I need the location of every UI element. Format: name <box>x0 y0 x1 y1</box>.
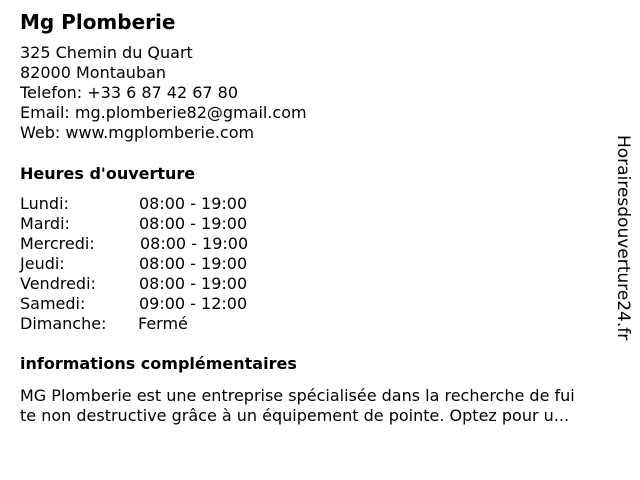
address-line-2: 82000 Montauban <box>20 63 167 82</box>
email-line: Email: mg.plomberie82@gmail.com <box>20 103 307 122</box>
day-label: Samedi: <box>20 294 86 313</box>
time-value: 09:00 - 12:00 <box>139 294 248 313</box>
day-label: Vendredi: <box>20 274 96 293</box>
phone-line: Telefon: +33 6 87 42 67 80 <box>20 83 239 102</box>
info-heading: informations complémentaires <box>20 354 297 373</box>
hours-row-sunday <box>20 314 320 334</box>
hours-row-friday <box>20 274 320 294</box>
hours-row-wednesday <box>20 234 320 254</box>
time-value: Fermé <box>138 314 188 333</box>
contact-block <box>20 43 307 143</box>
day-label: Lundi: <box>20 194 69 213</box>
hours-heading: Heures d'ouverture <box>20 164 196 183</box>
day-label: Dimanche: <box>20 314 107 333</box>
description <box>20 386 620 426</box>
address-line-1: 325 Chemin du Quart <box>20 43 193 62</box>
time-value: 08:00 - 19:00 <box>139 194 248 213</box>
hours-row-tuesday <box>20 214 320 234</box>
time-value: 08:00 - 19:00 <box>139 274 248 293</box>
time-value: 08:00 - 19:00 <box>139 254 248 273</box>
day-label: Mercredi: <box>20 234 95 253</box>
hours-row-thursday <box>20 254 320 274</box>
watermark-text: Horairesdouverture24.fr <box>613 135 633 341</box>
day-label: Mardi: <box>20 214 70 233</box>
day-label: Jeudi: <box>20 254 65 273</box>
description-line-1: MG Plomberie est une entreprise spécialisée dans la recherche de fui <box>20 386 575 405</box>
business-name: Mg Plomberie <box>20 10 176 34</box>
hours-row-monday <box>20 194 320 214</box>
hours-table <box>20 194 320 334</box>
web-line: Web: www.mgplomberie.com <box>20 123 255 142</box>
time-value: 08:00 - 19:00 <box>139 214 248 233</box>
hours-row-saturday <box>20 294 320 314</box>
description-line-2: te non destructive grâce à un équipement de pointe. Optez pour u... <box>20 406 570 425</box>
time-value: 08:00 - 19:00 <box>140 234 249 253</box>
